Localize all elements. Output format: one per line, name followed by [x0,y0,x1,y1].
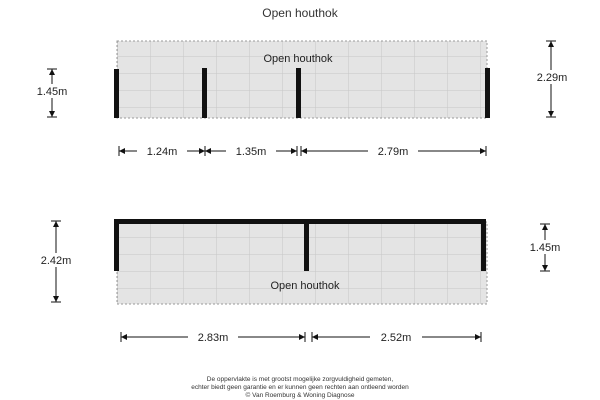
dimension-width [121,330,305,344]
floor-plan-top [30,41,574,158]
dimension-label: 2.83m [197,332,229,344]
room-label: Open houthok [270,280,340,292]
dimension-label: 2.79m [377,146,409,158]
wall-top [114,219,486,224]
dimension-width [301,144,486,158]
room-label: Open houthok [263,53,333,65]
wall-left [114,219,119,271]
disclaimer [0,376,600,400]
disclaimer-line: echter biedt geen garantie en er kunnen geen rechten aan ontleend worden [191,384,409,391]
dimension-label: 1.45m [529,242,561,254]
floor-plan-bottom [32,219,568,344]
wall-left [114,69,119,118]
page-title: Open houthok [262,6,338,20]
dimension-label: 1.35m [235,146,267,158]
dimension-height-left [30,69,75,117]
dimension-height-right [522,224,568,271]
wall-divider [304,219,309,271]
dimension-label: 1.45m [36,86,68,98]
wall-divider [202,68,207,118]
dimension-label: 2.29m [536,72,568,84]
dimension-width [205,144,297,158]
dimension-label: 1.24m [146,146,178,158]
wall-divider [296,68,301,118]
wall-right [481,219,486,271]
disclaimer-line: De oppervlakte is met grootst mogelijke zorgvuldigheid gemeten, [206,376,394,383]
wall-right [485,68,490,118]
dimension-width [312,330,481,344]
dimension-height-right [528,41,574,117]
dimension-label: 2.42m [40,255,72,267]
dimension-width [119,144,205,158]
dimension-label: 2.52m [380,332,412,344]
copyright-line: © Van Roemburg & Woning Diagnose [245,392,355,399]
dimension-height-left [32,221,80,302]
